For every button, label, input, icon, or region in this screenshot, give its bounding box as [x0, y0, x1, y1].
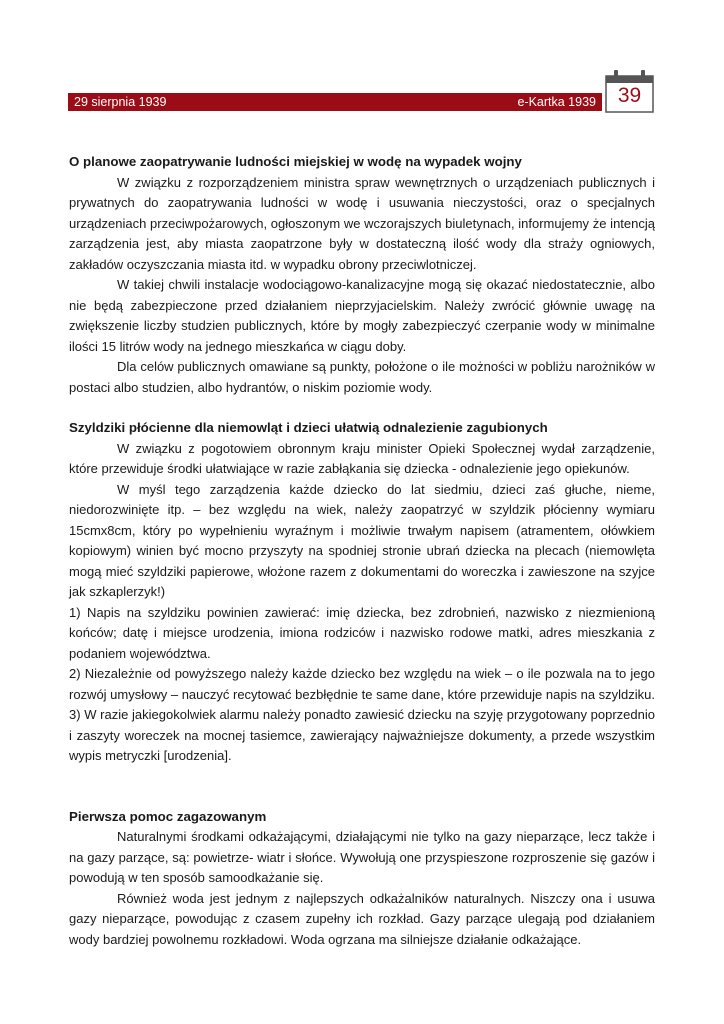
- article-title: Pierwsza pomoc zagazowanym: [69, 808, 267, 824]
- paragraph: W związku z pogotowiem obronnym kraju minister Opieki Społecznej wydał zarządzenie, które przewiduje środki ułatwiające w razie zabłąkania się dziecka - odnalezienie jego opiekunów.: [69, 440, 655, 476]
- article-title: Szyldziki płócienne dla niemowląt i dzieci ułatwią odnalezienie zagubionych: [69, 420, 548, 435]
- paragraph: Naturalnymi środkami odkażającymi, działającymi nie tylko na gazy nieparzące, lecz także i na gazy parzące, są: powietrze- wiatr i słońce. Wywołują one przyspieszone rozproszenie się gazów i powodują w ten sposób samoodkażanie się.: [69, 829, 655, 885]
- article-cloth-tags: [69, 418, 655, 767]
- list-item: 3) W razie jakiegokolwiek alarmu należy ponadto zawiesić dziecku na szyję przygotowany poprzednio i zaszyty woreczek na mocnej tasiemce, zawierający najważniejsze dokumenty, a przede wszystkim wypis metryczki [urodzenia].: [69, 707, 655, 763]
- spacer: [69, 767, 655, 807]
- spacer: [69, 398, 655, 418]
- paragraph: W myśl tego zarządzenia każde dziecko do lat siedmiu, dzieci zaś głuche, nieme, niedorozwinięte itp. – bez względu na wiek, należy zaopatrzyć w szyldzik płócienny wymiaru 15cmx8cm, który po wypełnieniu wyraźnym i możliwie trwałym napisem (atramentem, ołówkiem kopiowym) winien być mocno przyszyty na spodniej stronie ubrań dziecka na plecach (niemowlęta mogą mieć szyldziki papierowe, włożone razem z dokumentami do woreczka i zawieszone na szyjce jak szkaplerzyk!): [69, 481, 655, 599]
- paragraph: W takiej chwili instalacje wodociągowo-kanalizacyjne mogą się okazać niedostatecznie, albo nie będą zabezpieczone przed działaniem nieprzyjacielskim. Należy zwrócić głównie uwagę na zwiększenie liczby studzien publicznych, które by mogły zabezpieczyć czerpanie wody w minimalne ilości 15 litrów wody na jednego mieszkańca w ciągu doby.: [69, 277, 655, 354]
- list-item: 1) Napis na szyldziku powinien zawierać: imię dziecka, bez zdrobnień, nazwisko z niezmienioną końców; datę i miejsce urodzenia, imiona rodziców i nazwisko rodowe matki, adres mieszkania z podaniem województwa.: [69, 604, 655, 661]
- paragraph: W związku z rozporządzeniem ministra spraw wewnętrznych o urządzeniach publicznych i prywatnych do zaopatrywania ludności w wodę i usuwania nieczystości, oraz o specjalnych urządzeniach przeciwpożarowych, ogłoszonym we wczorajszych biuletynach, informujemy że intencją zarządzenia jest, aby miasta zaopatrzone były w dostateczną ilość wody dla straży ogniowych, zakładów oczyszczania miasta itd. w wypadku obrony przeciwlotniczej.: [69, 174, 655, 272]
- article-content: [69, 152, 655, 950]
- header-date: 29 sierpnia 1939: [74, 95, 167, 109]
- article-title: O planowe zaopatrywanie ludności miejskiej w wodę na wypadek wojny: [69, 154, 522, 169]
- article-first-aid: [69, 807, 655, 951]
- paragraph: Dla celów publicznych omawiane są punkty, położone o ile możności w pobliżu narożników w postaci albo studzien, albo hydrantów, o niskim poziomie wody.: [69, 359, 655, 395]
- header-publication: e-Kartka 1939: [517, 95, 596, 109]
- list-item: 2) Niezależnie od powyższego należy każde dziecko bez względu na wiek – o ile pozwala na to jego rozwój umysłowy – nauczyć recytować bezbłędnie te same dane, które przewiduje napis na szyldziku.: [69, 666, 656, 702]
- calendar-page-number: [605, 69, 654, 113]
- page-number: 39: [617, 84, 642, 107]
- header-bar: [68, 93, 602, 111]
- paragraph: Również woda jest jednym z najlepszych odkażalników naturalnych. Niszczy ona i usuwa gazy nieparzące, powodując z czasem zupełny ich rozkład. Gazy parzące ulegają pod działaniem wody bardziej powolnemu rozkładowi. Woda ogrzana ma silniejsze działanie odkażające.: [69, 890, 655, 947]
- article-water-supply: [69, 152, 655, 398]
